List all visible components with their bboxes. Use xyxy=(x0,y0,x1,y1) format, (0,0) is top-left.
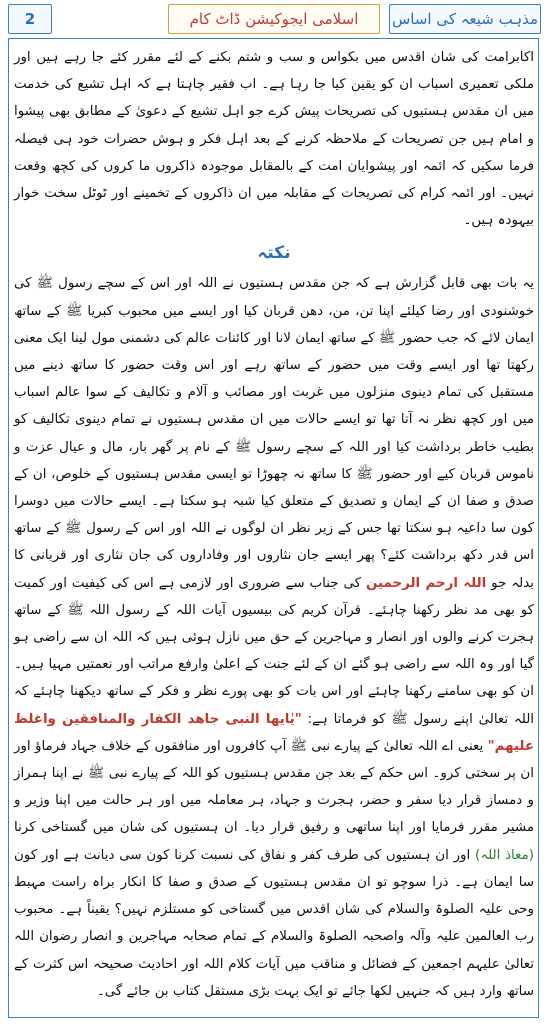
paragraph-text: یعنی اے اللہ تعالیٰ کے پیارے نبی ﷺ آپ کافروں اور منافقوں کے خلاف جہاد فرماؤ اور ان پر سختی کرو۔ اس حکم کے بعد جن مقدس ہستیوں کو اللہ کے پیارے نبی ﷺ نے اپنا ہمراز و دمساز قرار دیا سفر و حضر، ہجرت و جہاد، ہر معاملہ میں اور ہر حالت میں اپنا وزیر و مشیر مقرر فرمایا اور اپنا ساتھی و رفیق قرار دیا۔ ان ہستیوں کی شان میں گستاخی کرنا xyxy=(14,738,534,836)
website-name: اسلامی ایجوکیشن ڈاٹ کام xyxy=(168,4,380,34)
paragraph-intro: اکابرامت کی شان اقدس میں بکواس و سب و شتم بکنے کے لئے مقرر کئے جا رہے ہیں اور ملکی تعمیری اسباب ان کو یقین کیا جا رہا ہے۔ اب فقیر چاہتا ہے کہ اہل تشیع کی خدمت میں ان مقدس ہستیوں کی تصریحات پیش کرے جو اہل تشیع کے دعویٰ کے مطابق بھی پیشوا و امام ہیں جن تصریحات کے ملاحظہ کرنے کے بعد اہل فکر و ہوش حضرات خود ہی فیصلہ فرما سکیں کہ ائمہ اور پیشوایان امت کے بالمقابل موجودہ ذاکروں ما کروں کی کچھ وقعت نہیں۔ اور ائمہ کرام کی تصریحات کے مقابلہ میں ان ذاکروں کے تخمینے اور ٹوٹل سخت خوار بیہودہ ہیں۔ xyxy=(14,50,534,229)
paragraph-text: کی جناب سے ضروری اور لازمی ہے اس کی کیفیت اور کمیت کو بھی مد نظر رکھنا چاہئے۔ قرآن کریم کی بیسیوں آیات اللہ کے رسول اللہ ﷺ کے ساتھ ہجرت کرنے والوں اور انصار و مہاجرین کے حق میں نازل ہوئی ہیں کہ اللہ ان سے راضی ہو گیا اور وہ اللہ سے راضی ہو گئے ان کے لئے جنت کے اعلیٰ وارفع مراتب اور نعمتیں مہیا ہیں۔ ان کو بھی سامنے رکھنا چاہئے اور اس بات کو بھی پورے نظر و فکر کے ساتھ دیکھنا چاہئے کہ اللہ تعالیٰ اپنے رسول ﷺ کو فرماتا ہے: xyxy=(14,575,534,727)
page-body xyxy=(14,44,534,1005)
quran-verse: "یٰایھا النبی جاھد الکفار والمنافقین واغلظ علیھم" xyxy=(14,711,535,754)
paragraph-main xyxy=(14,270,534,1004)
divine-name: اللہ ارحم الرحمین xyxy=(366,575,487,591)
inline-phrase: (معاذ اللہ) xyxy=(475,847,534,863)
section-heading: نکتہ xyxy=(257,243,291,264)
book-title: مذہب شیعہ کی اساس xyxy=(389,4,541,34)
paragraph-text: یہ بات بھی قابل گزارش ہے کہ جن مقدس ہستیوں نے اللہ اور اس کے سچے رسول ﷺ کی خوشنودی اور رضا کیلئے اپنا تن، من، دھن قربان کیا اور ایسے میں محبوب کبریا ﷺ کے ساتھ ایمان لائے کہ جب حضور ﷺ کے ساتھ ایمان لانا اور کائنات عالم کی دشمنی مول لینا ایک معنی رکھتا تھا اور ایسے وقت میں حضور کے ساتھ رہے اور اس وقت حضور کا ساتھ دینے میں مستقبل کی تمام دینوی منزلوں میں غربت اور مصائب و آلام و تکالیف کے سوا عالم اسباب میں اور کچھ نظر نہ آتا تھا تو ایسے حالات میں ان مقدس ہستیوں نے تمام دینوی تکالیف کو بطیب خاطر برداشت کیا اور اللہ کے سچے رسول ﷺ کے نام پر گھر بار، مال و عیال عزت و ناموس قربان کیے اور حضور ﷺ کا ساتھ نہ چھوڑا تو ایسی مقدس ہستیوں کے خلوص، ان کے صدق و صفا ان کے ایمان و تصدیق کے متعلق کیا شبہ ہو سکتا ہے۔ ایسے حالات میں دوسرا کون سا داعیہ ہو سکتا تھا جس کے زیر نظر ان لوگوں نے اللہ اور اس کے رسول ﷺ کے ساتھ اس قدر دکھ برداشت کئے؟ پھر ایسے جان نثاروں اور وفاداروں کی جان نثاری اور قربانی کا بدلہ جو xyxy=(14,276,535,591)
page-number: 2 xyxy=(8,4,52,34)
paragraph-text: اور ان ہستیوں کی طرف کفر و نفاق کی نسبت کرنا کون سی دیانت ہے اور کون سا ایمان ہے۔ ذرا سوچو تو ان مقدس ہستیوں کے صدق و صفا کا انکار براہ راست مہبط وحی علیہ الصلوۃ والسلام کی شان اقدس میں گستاخی کو مستلزم نہیں؟ یقیناً ہے۔ محبوب رب العالمین علیہ وآلہ واصحبہ الصلوۃ والسلام کے تمام صحابہ مہاجرین و انصار رضوان اللہ تعالیٰ علیہم اجمعین کے فضائل و مناقب میں آیات کلام اللہ اور احادیث صحیحہ اس کثرت کے ساتھ وارد ہیں کہ جنہیں لکھا جائے تو ایک بہت بڑی مستقل کتاب بن جائے گی۔ xyxy=(14,847,534,999)
page-header xyxy=(8,4,541,34)
